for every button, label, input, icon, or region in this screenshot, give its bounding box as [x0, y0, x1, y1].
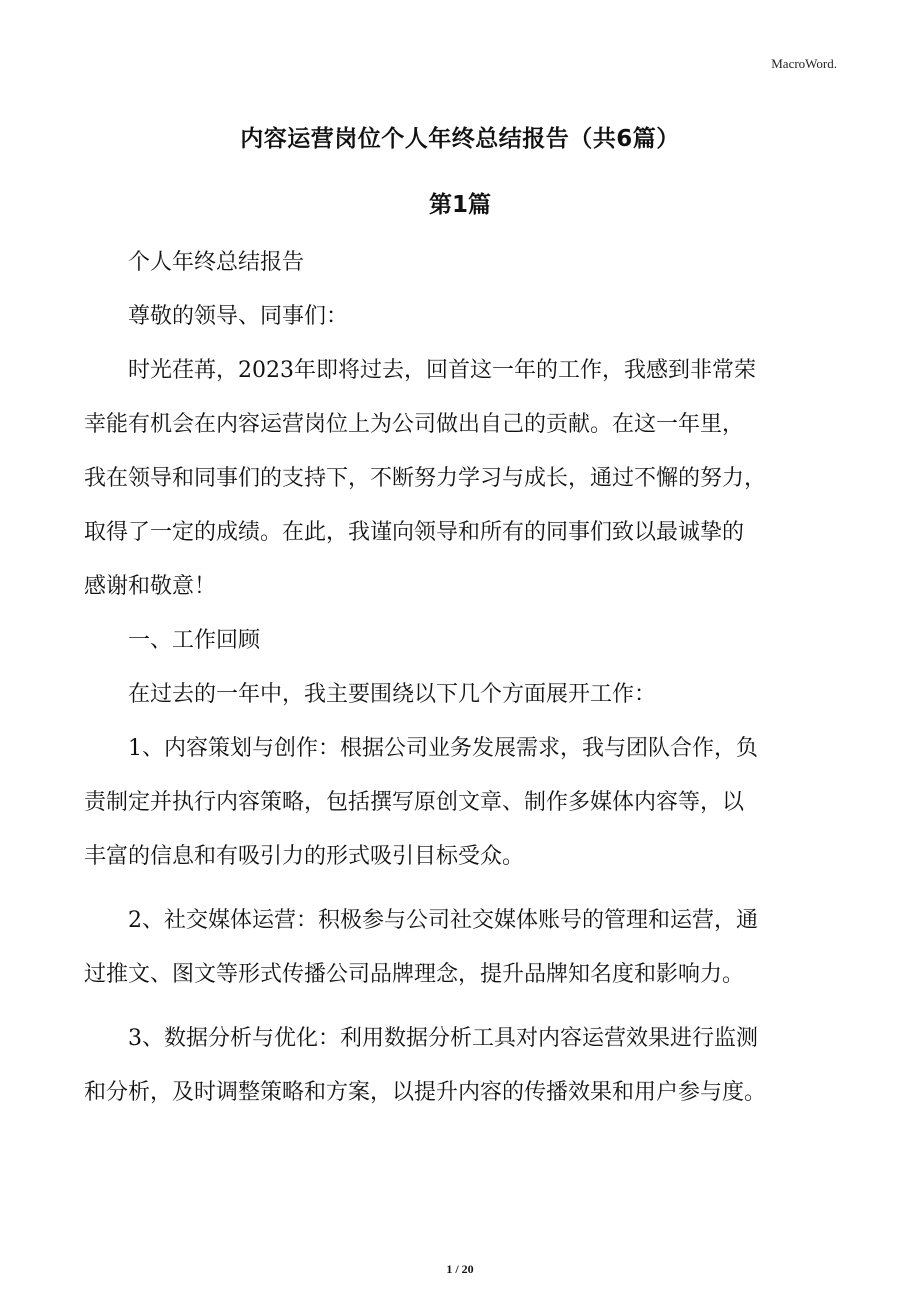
subtitle: 个人年终总结报告 — [128, 250, 305, 275]
header-brand: MacroWord. — [771, 56, 837, 71]
paragraph-line: 3、数据分析与优化：利用数据分析工具对内容运营效果进行监测 — [128, 1026, 758, 1051]
paragraph-line: 2、社交媒体运营：积极参与公司社交媒体账号的管理和运营，通 — [128, 908, 758, 933]
intro-paragraph — [84, 344, 846, 614]
page-indicator: 1 / 20 — [446, 1262, 474, 1276]
paragraph-line: 取得了一定的成绩。在此，我谨向领导和所有的同事们致以最诚挚的 — [84, 520, 745, 545]
list-item-social-media — [84, 894, 846, 1002]
paragraph-line: 1、内容策划与创作：根据公司业务发展需求，我与团队合作，负 — [128, 736, 758, 761]
paragraph-line: 时光荏苒，2023年即将过去，回首这一年的工作，我感到非常荣 — [128, 358, 756, 383]
paragraph-line: 我在领导和同事们的支持下，不断努力学习与成长，通过不懈的努力， — [84, 466, 767, 491]
document-title: 内容运营岗位个人年终总结报告（共6篇） — [240, 126, 680, 152]
document-body — [84, 236, 846, 1120]
greeting: 尊敬的领导、同事们： — [128, 304, 349, 329]
heading-work-review: 一、工作回顾 — [128, 628, 261, 653]
paragraph-line: 丰富的信息和有吸引力的形式吸引目标受众。 — [84, 844, 525, 869]
review-intro: 在过去的一年中，我主要围绕以下几个方面展开工作： — [128, 682, 657, 707]
paragraph-line: 感谢和敬意！ — [84, 574, 217, 599]
section-title: 第1篇 — [428, 192, 491, 218]
list-item-data-analysis — [84, 1012, 846, 1120]
paragraph-line: 和分析，及时调整策略和方案，以提升内容的传播效果和用户参与度。 — [84, 1080, 767, 1105]
paragraph-line: 幸能有机会在内容运营岗位上为公司做出自己的贡献。在这一年里， — [84, 412, 745, 437]
list-item-content-planning — [84, 722, 846, 884]
paragraph-line: 过推文、图文等形式传播公司品牌理念，提升品牌知名度和影响力。 — [84, 962, 745, 987]
paragraph-line: 责制定并执行内容策略，包括撰写原创文章、制作多媒体内容等，以 — [84, 790, 745, 815]
